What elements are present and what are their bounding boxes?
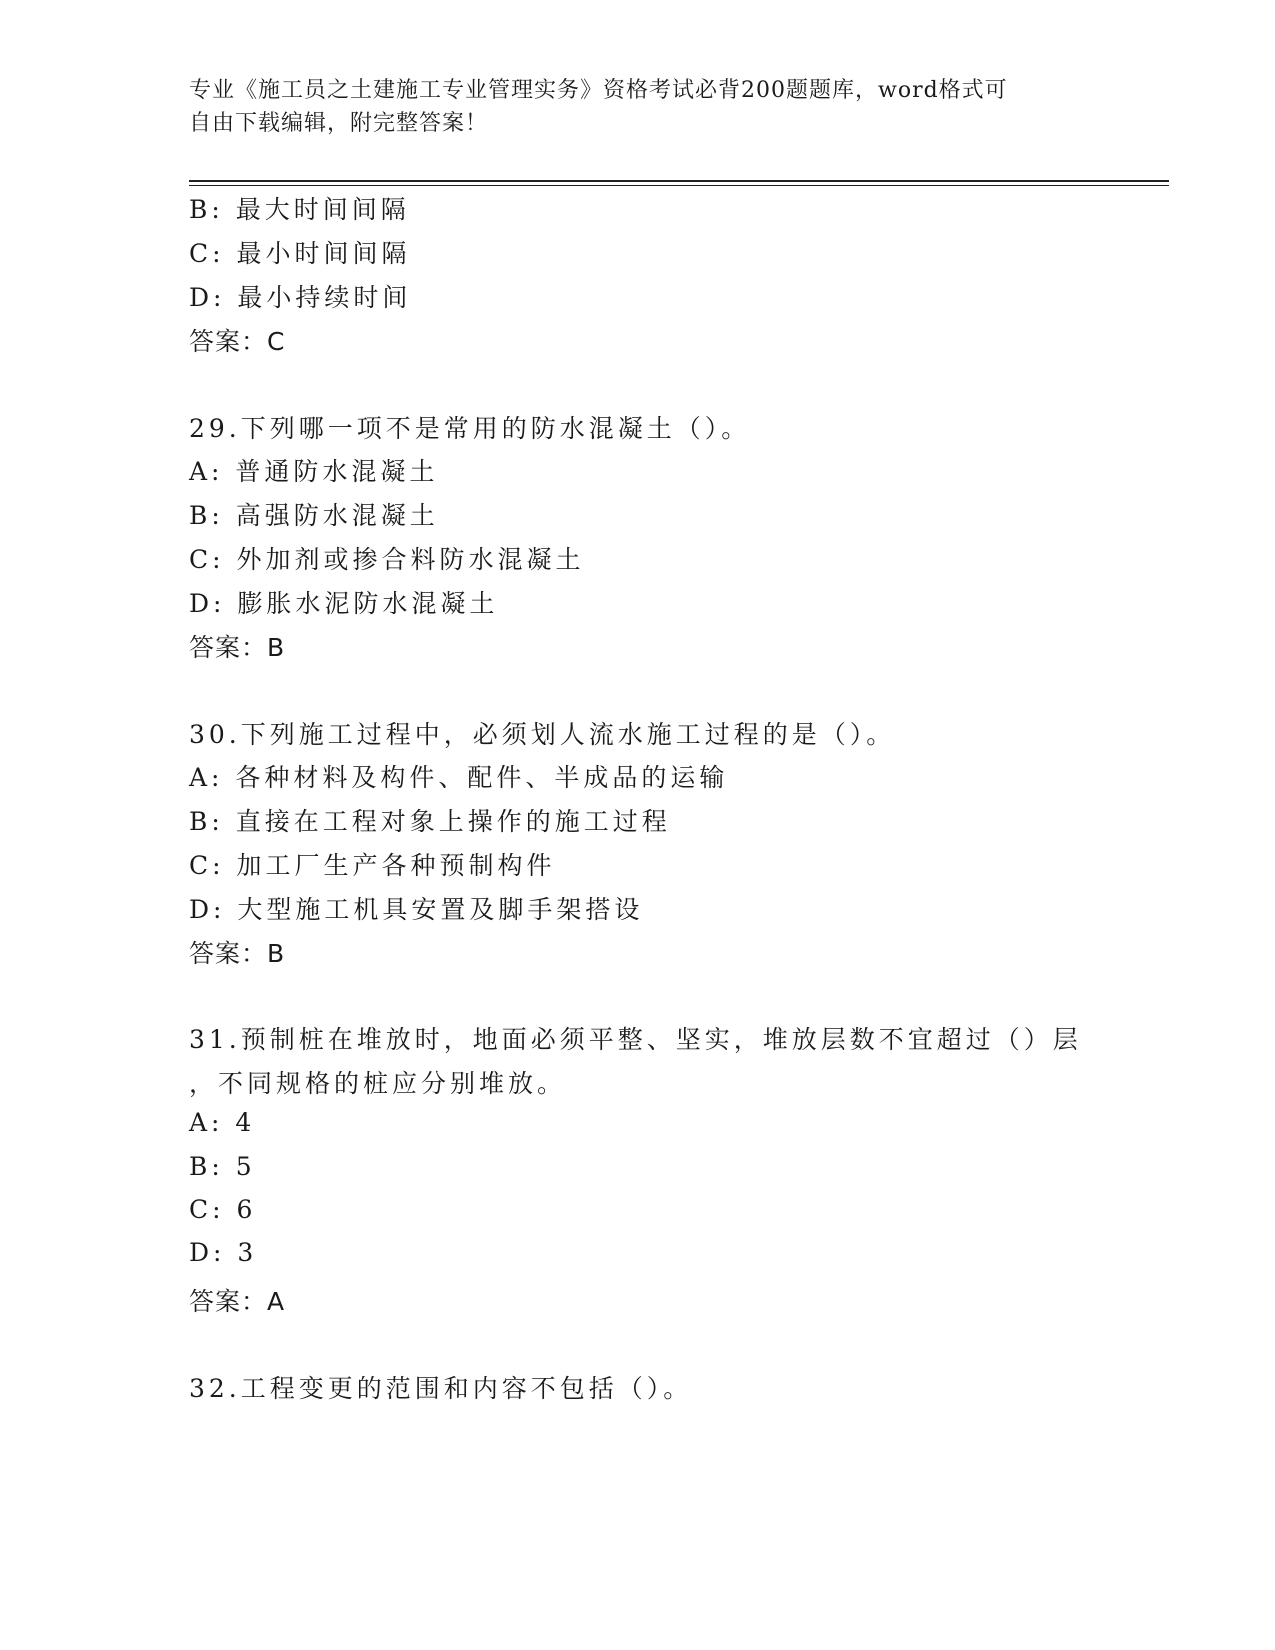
q28-answer: 答案：C — [189, 327, 286, 356]
header-divider-thin — [189, 185, 1169, 186]
q28-option-c: C: 最小时间间隔 — [189, 239, 411, 268]
q31-option-c: C: 6 — [189, 1195, 257, 1224]
q28-option-b: B: 最大时间间隔 — [189, 195, 410, 224]
q31-stem-line-2: ，不同规格的桩应分别堆放。 — [189, 1069, 567, 1098]
header-line-1: 专业《施工员之土建施工专业管理实务》资格考试必背200题题库，word格式可 — [189, 78, 1008, 103]
q30-option-d: D: 大型施工机具安置及脚手架搭设 — [189, 895, 644, 924]
q30-option-a: A: 各种材料及构件、配件、半成品的运输 — [189, 763, 729, 792]
q30-option-b: B: 直接在工程对象上操作的施工过程 — [189, 807, 671, 836]
q30-answer: 答案：B — [189, 939, 286, 968]
q31-option-a: A: 4 — [189, 1108, 256, 1137]
q29-option-d: D: 膨胀水泥防水混凝土 — [189, 589, 499, 618]
q30-option-c: C: 加工厂生产各种预制构件 — [189, 851, 556, 880]
header-line-2: 自由下载编辑，附完整答案！ — [189, 111, 489, 136]
q29-option-c: C: 外加剂或掺合料防水混凝土 — [189, 545, 585, 574]
q29-stem: 29.下列哪一项不是常用的防水混凝土（）。 — [189, 414, 751, 443]
q31-option-d: D: 3 — [189, 1238, 258, 1267]
q29-option-b: B: 高强防水混凝土 — [189, 501, 439, 530]
q29-option-a: A: 普通防水混凝土 — [189, 457, 439, 486]
document-header — [189, 74, 1069, 140]
q31-option-b: B: 5 — [189, 1152, 256, 1181]
q29-answer: 答案：B — [189, 633, 286, 662]
header-divider-thick — [189, 180, 1169, 182]
q31-stem-line-1: 31.预制桩在堆放时，地面必须平整、坚实，堆放层数不宜超过（）层 — [189, 1025, 1082, 1054]
q32-stem: 32.工程变更的范围和内容不包括（）。 — [189, 1374, 693, 1403]
q30-stem: 30.下列施工过程中，必须划人流水施工过程的是（）。 — [189, 720, 896, 749]
q31-answer: 答案：A — [189, 1287, 286, 1316]
q28-option-d: D: 最小持续时间 — [189, 283, 412, 312]
